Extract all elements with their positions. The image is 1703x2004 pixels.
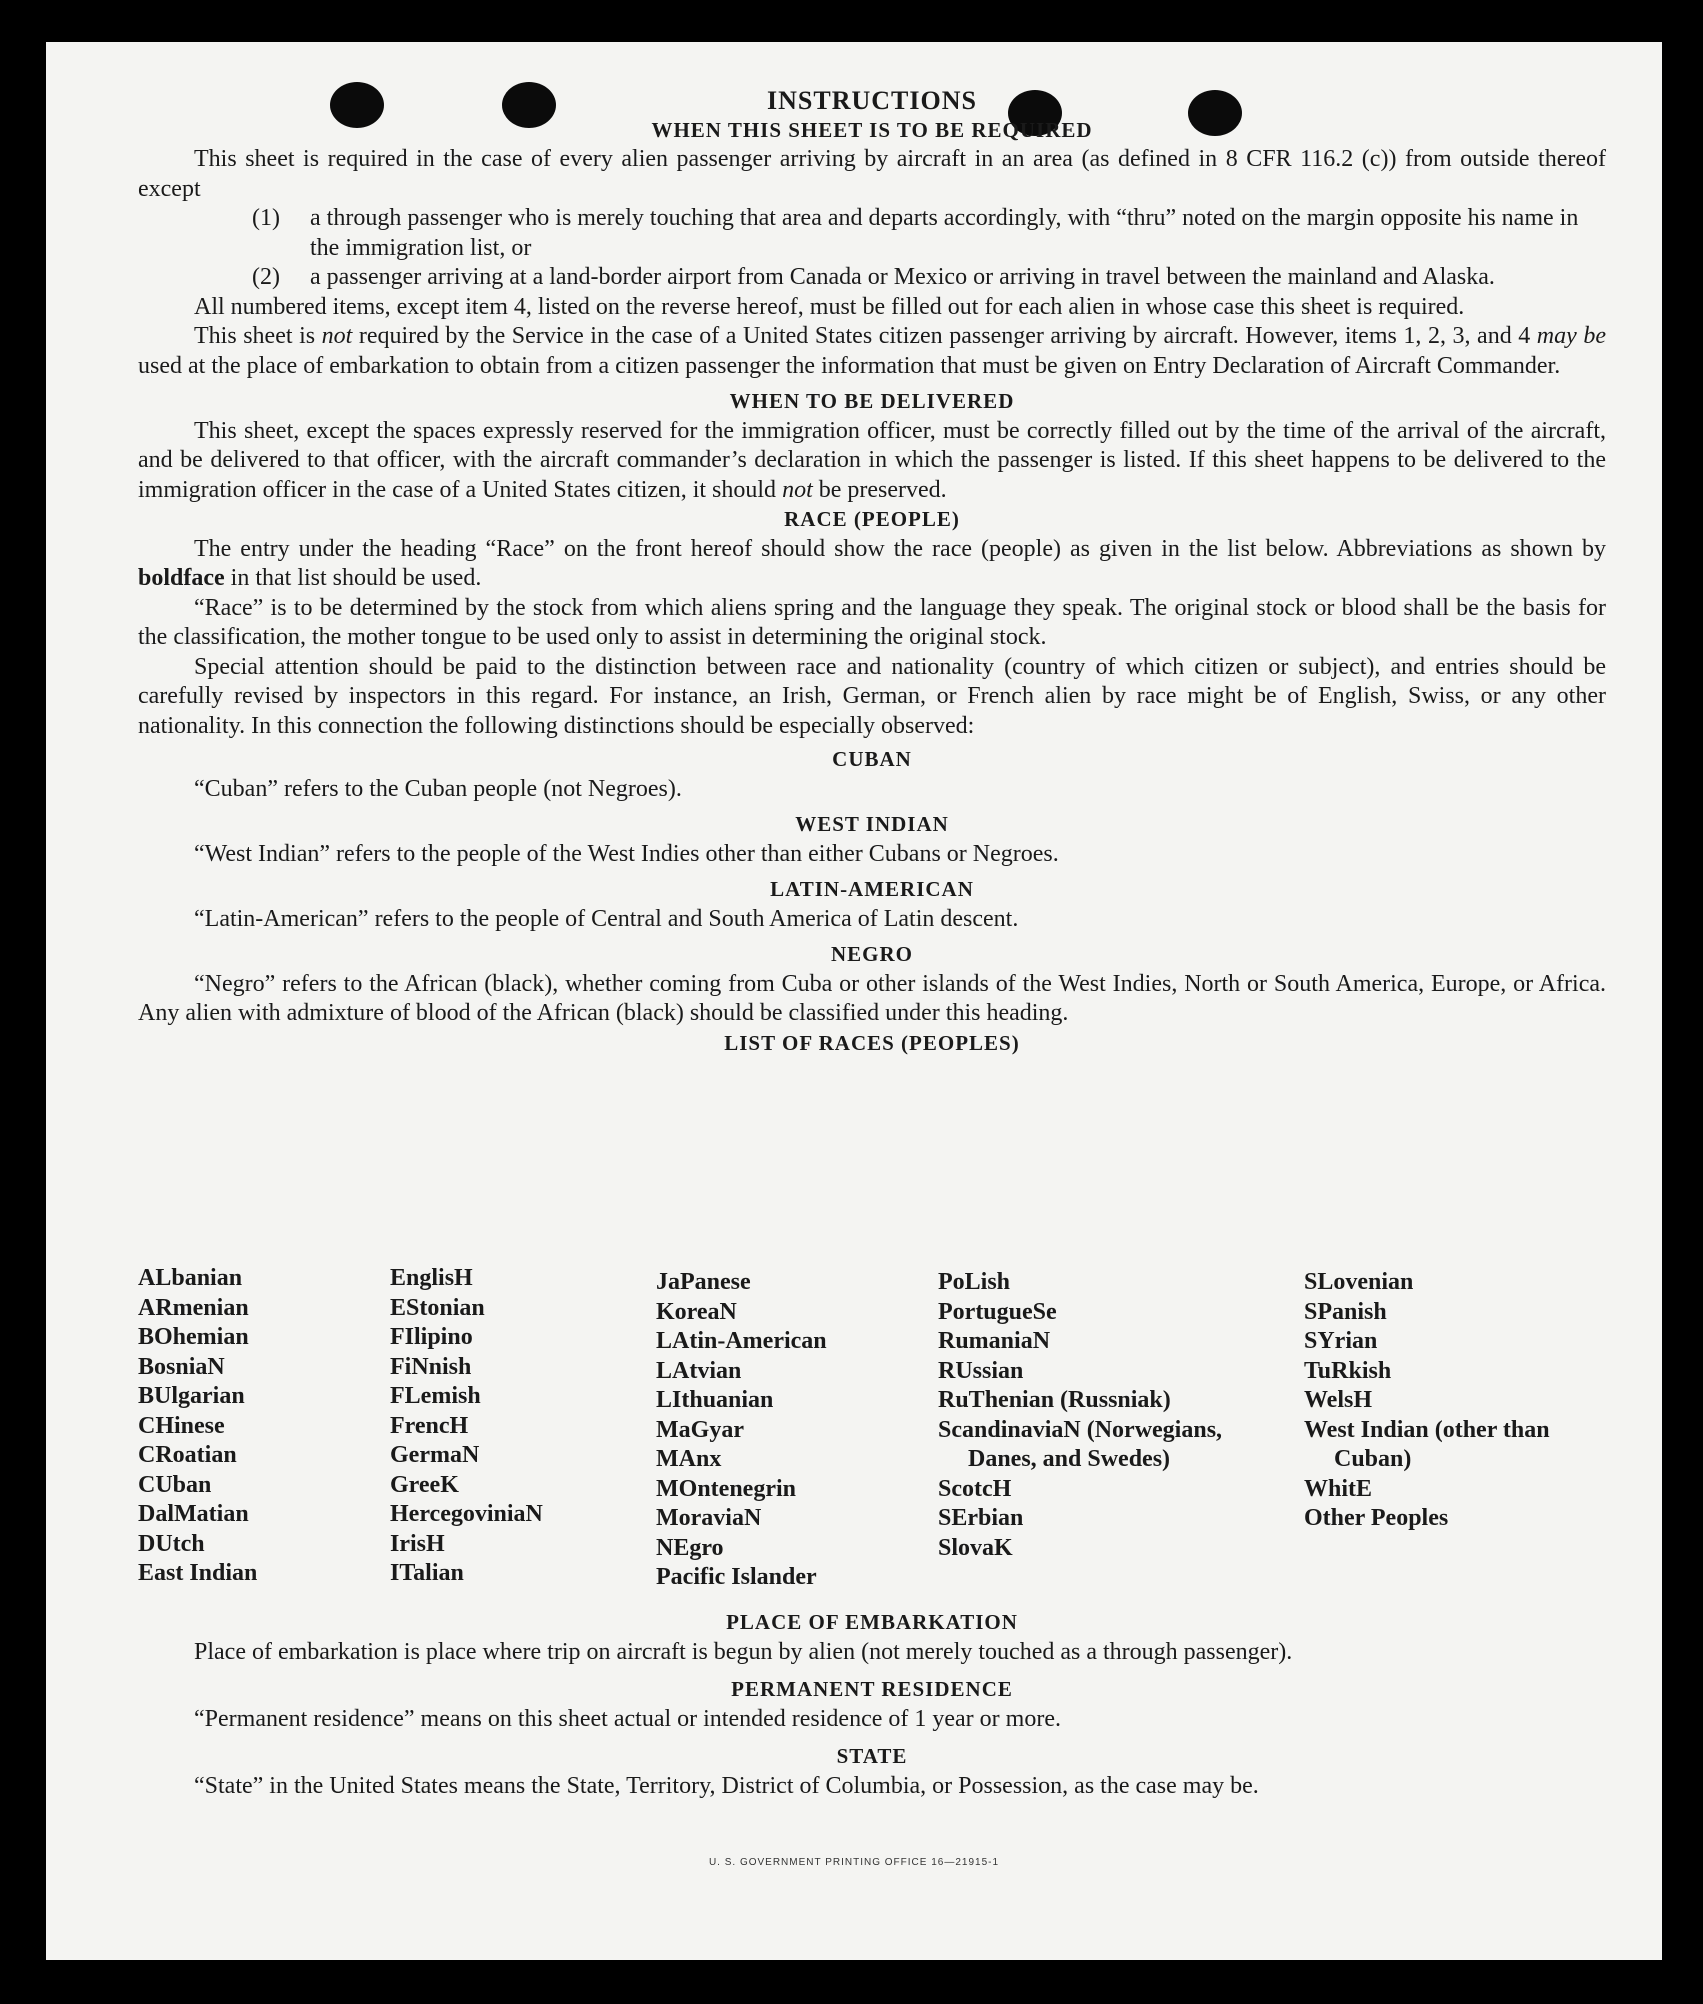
race-item: LIthuanian — [656, 1387, 774, 1413]
section-heading-state: STATE — [836, 1744, 908, 1768]
section-heading-latin-american: LATIN-AMERICAN — [770, 877, 974, 901]
race-item: SLovenian — [1304, 1269, 1414, 1295]
race-item: MoraviaN — [656, 1505, 762, 1531]
race-item: Other Peoples — [1304, 1505, 1449, 1531]
race-item: DalMatian — [138, 1501, 249, 1527]
race-item: FiNnish — [390, 1353, 472, 1380]
paragraph: “Negro” refers to the African (black), whether coming from Cuba or other islands of the West Indies, North or South America, Europe, or Africa. Any alien with admixture of blood of the African (black) should be classified under this heading. — [138, 970, 1606, 1026]
race-item: WhitE — [1304, 1475, 1373, 1502]
section-heading-embarkation: PLACE OF EMBARKATION — [726, 1610, 1018, 1634]
section-heading-delivered: WHEN TO BE DELIVERED — [729, 389, 1015, 413]
race-list-column-2 — [390, 1264, 630, 1589]
section-heading-race: RACE (PEOPLE) — [784, 507, 960, 531]
race-item: EnglisH — [390, 1265, 473, 1291]
race-item: GermaN — [390, 1442, 480, 1468]
race-item: SErbian — [938, 1505, 1024, 1531]
race-item: Pacific Islander — [656, 1564, 817, 1590]
race-item: SlovaK — [938, 1534, 1013, 1561]
section-heading-permanent-residence: PERMANENT RESIDENCE — [731, 1677, 1013, 1701]
page-title: INSTRUCTIONS — [767, 86, 977, 115]
race-item: PortugueSe — [938, 1298, 1057, 1325]
race-list-column-4 — [938, 1268, 1258, 1563]
section-heading-required: WHEN THIS SHEET IS TO BE REQUIRED — [651, 117, 1093, 142]
race-list-column-5 — [1304, 1268, 1604, 1534]
document-page — [46, 42, 1662, 1960]
list-item: (2) a passenger arriving at a land-border airport from Canada or Mexico or arriving in travel between the mainland and Alaska. — [252, 264, 1495, 290]
paragraph: “Permanent residence” means on this sheet actual or intended residence of 1 year or more. — [194, 1705, 1061, 1732]
race-item: ALbanian — [138, 1265, 243, 1291]
race-item: LAtvian — [656, 1357, 742, 1384]
race-item: IrisH — [390, 1530, 445, 1557]
race-item: RumaniaN — [938, 1328, 1051, 1354]
paragraph: “West Indian” refers to the people of the West Indies other than either Cubans or Negroes. — [194, 840, 1059, 867]
race-item: CRoatian — [138, 1442, 237, 1468]
race-item: MAnx — [656, 1446, 722, 1472]
race-item: ARmenian — [138, 1294, 249, 1321]
race-item: RUssian — [938, 1357, 1024, 1384]
paragraph: This sheet is required in the case of every alien passenger arriving by aircraft in an area (as defined in 8 CFR 116.2 (c)) from outside thereof except — [138, 146, 1606, 202]
race-item: ScotcH — [938, 1475, 1012, 1502]
paragraph: “Latin-American” refers to the people of Central and South America of Latin descent. — [194, 905, 1019, 932]
race-item: East Indian — [138, 1560, 258, 1586]
race-item: TuRkish — [1304, 1357, 1392, 1384]
list-item: (1) a through passenger who is merely touching that area and departs accordingly, with “thru” noted on the margin opposite his name in the immigration list, or — [252, 205, 1579, 261]
race-item: KoreaN — [656, 1298, 737, 1325]
section-heading-cuban: CUBAN — [832, 747, 912, 771]
printer-imprint: U. S. GOVERNMENT PRINTING OFFICE 16—21915-1 — [708, 1857, 1000, 1868]
race-item: PoLish — [938, 1269, 1011, 1295]
race-list-column-1 — [138, 1264, 368, 1589]
paragraph: “State” in the United States means the State, Territory, District of Columbia, or Possession, as the case may be. — [194, 1772, 1259, 1799]
race-item: CHinese — [138, 1412, 225, 1439]
section-heading-west-indian: WEST INDIAN — [795, 812, 949, 836]
race-item: BOhemian — [138, 1324, 249, 1350]
race-item: FLemish — [390, 1383, 481, 1409]
lower-text-block — [138, 1608, 1606, 1801]
race-item: West Indian (other than Cuban) — [1304, 1416, 1550, 1472]
paragraph: This sheet, except the spaces expressly reserved for the immigration officer, must be correctly filled out by the time of the arrival of the aircraft, and be delivered to that officer, with the aircraft commander’s declaration in which the passenger is listed. If this sheet happens to be delivered to the immigration officer in the case of a United States citizen, it should not be preserved. — [138, 417, 1606, 503]
race-item: RuThenian (Russniak) — [938, 1387, 1171, 1413]
paragraph: The entry under the heading “Race” on the front hereof should show the race (people) as given in the list below. Abbreviations as shown by boldface in that list should be used. — [138, 535, 1606, 591]
race-item: WelsH — [1304, 1387, 1373, 1413]
paragraph: Special attention should be paid to the distinction between race and nationality (country of which citizen or subject), and entries should be carefully revised by inspectors in this regard. For instance, an Irish, German, or French alien by race might be of English, Swiss, or any other nationality. In this connection the following distinctions should be especially observed: — [138, 653, 1606, 739]
race-item: EStonian — [390, 1294, 485, 1321]
race-item: NEgro — [656, 1534, 724, 1561]
race-item: FIlipino — [390, 1324, 473, 1350]
race-item: MOntenegrin — [656, 1475, 796, 1502]
paragraph: “Race” is to be determined by the stock from which aliens spring and the language they speak. The original stock or blood shall be the basis for the classification, the mother tongue to be used only to assist in determining the original stock. — [138, 594, 1606, 650]
section-heading-list-of-races: LIST OF RACES (PEOPLES) — [724, 1030, 1020, 1055]
race-item: FrencH — [390, 1412, 469, 1439]
upper-text-block — [138, 86, 1606, 1058]
race-item: GreeK — [390, 1471, 459, 1498]
race-item: SPanish — [1304, 1298, 1387, 1325]
race-item: ScandinaviaN (Norwegians, Danes, and Swedes) — [938, 1416, 1223, 1472]
race-item: HercegoviniaN — [390, 1501, 543, 1527]
race-item: LAtin-American — [656, 1328, 827, 1354]
paragraph: All numbered items, except item 4, listed on the reverse hereof, must be filled out for each alien in whose case this sheet is required. — [194, 293, 1465, 320]
paragraph: This sheet is not required by the Service in the case of a United States citizen passenger arriving by aircraft. However, items 1, 2, 3, and 4 may be used at the place of embarkation to obtain from a citizen passenger the information that must be given on Entry Declaration of Aircraft Commander. — [138, 323, 1606, 379]
race-item: DUtch — [138, 1530, 205, 1557]
paragraph: Place of embarkation is place where trip on aircraft is begun by alien (not merely touched as a through passenger). — [194, 1638, 1293, 1665]
section-heading-negro: NEGRO — [830, 942, 913, 966]
race-item: CUban — [138, 1471, 212, 1498]
race-list-column-3 — [656, 1268, 916, 1593]
race-item: BosniaN — [138, 1353, 225, 1380]
race-item: ITalian — [390, 1560, 464, 1586]
race-item: BUlgarian — [138, 1383, 245, 1409]
race-item: MaGyar — [656, 1416, 744, 1443]
paragraph: “Cuban” refers to the Cuban people (not Negroes). — [194, 775, 682, 802]
race-item: JaPanese — [656, 1269, 751, 1295]
race-item: SYrian — [1304, 1328, 1378, 1354]
